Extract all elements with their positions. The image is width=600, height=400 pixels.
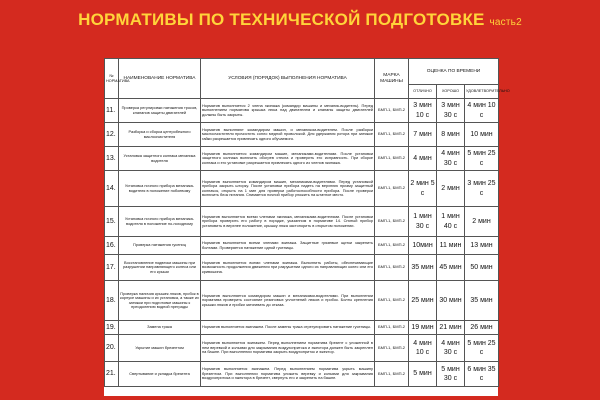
row-number: 17.	[105, 255, 119, 281]
grade-excellent: 4 мин 10 с	[409, 335, 437, 362]
table-row	[105, 281, 499, 321]
normative-conditions: Норматив выполняют командиром машин, и механиком-водителем. После разборки маслоочистителя прочистить сопло медной проволокой. Для удержания ротора при затяжке гайки разрешается привлекать одного обучаемого.	[201, 123, 375, 147]
normative-name: Восстановление подвески машины при разрушении направляющего колеса или его крыши	[119, 255, 201, 281]
normative-conditions: Норматив выполняется всеми членами экипажа. Защитные грязевые щитки закрепить болтами. Проверяется натяжение одной гусеницы.	[201, 237, 375, 255]
grade-satisfactory: 13 мин	[465, 237, 499, 255]
normative-name: Разборка и сборка центробежного маслоочистителя	[119, 123, 201, 147]
grade-excellent: 19 мин	[409, 321, 437, 335]
row-number: 13.	[105, 147, 119, 171]
grade-satisfactory: 2 мин	[465, 207, 499, 237]
normative-conditions: Норматив выполняется всеми членами экипажа, механиками-водителями. После установки прибора проверить его работу в порядке, указанном в нормативе 14. Снятый прибор установить в верхнее положение, крышку люка застопорить в открытом положении.	[201, 207, 375, 237]
table-row	[105, 321, 499, 335]
normative-name: Проверка натяжения гусениц	[119, 237, 201, 255]
normative-name: Установка ночного прибора механика-водителя в положение побоевому	[119, 171, 201, 207]
grade-excellent: 1 мин 30 с	[409, 207, 437, 237]
row-number: 21.	[105, 362, 119, 387]
normative-name: Проверка регулировки натяжения тросов, клапанов защиты двигателей	[119, 99, 201, 123]
header-machine: МАРКА МАШИНЫ	[375, 59, 409, 99]
grade-good: 4 мин 30 с	[437, 335, 465, 362]
grade-excellent: 10мин	[409, 237, 437, 255]
table-row	[105, 335, 499, 362]
normative-conditions: Норматив выполняется командиром машин, механиками-водителями. После установки защитного колпака включить обогрев стекла и проверить его исправность. При сборке колпака и его установке разрешается привлекать одного из членов экипажа.	[201, 147, 375, 171]
grade-satisfactory: 10 мин	[465, 123, 499, 147]
row-number: 16.	[105, 237, 119, 255]
grade-good: 2 мин	[437, 171, 465, 207]
header-row	[105, 59, 499, 85]
normative-conditions: Норматив выполняется 2 члена экипажа (командир машины и механик-водитель). Перед выполнением норматива крышка люка над двигателем и клапаны защиты двигателей должны быть закрыты.	[201, 99, 375, 123]
table-row	[105, 147, 499, 171]
grade-good: 30 мин	[437, 281, 465, 321]
grade-satisfactory: 6 мин 35 с	[465, 362, 499, 387]
grade-satisfactory: 3 мин 25 с	[465, 171, 499, 207]
table-row	[105, 255, 499, 281]
machine-model: БМП-1, БМП-2	[375, 362, 409, 387]
grade-good: 11 мин	[437, 237, 465, 255]
grade-satisfactory: 35 мин	[465, 281, 499, 321]
normative-conditions: Норматив выполняется экипажем. Перед выполнением норматива брезент с уложенной в нем веревкой и кольями для закрывания воздухопритока и эжектора должен быть закреплен на башне. При выполнении норматива закрыть воздухоприток и эжектор.	[201, 335, 375, 362]
table-row	[105, 237, 499, 255]
normative-name: Замена трака	[119, 321, 201, 335]
grade-good: 3 мин 30 с	[437, 99, 465, 123]
title-text: НОРМАТИВЫ ПО ТЕХНИЧЕСКОЙ ПОДГОТОВКЕ	[78, 10, 485, 29]
normative-name: Установка защитного колпака механика водителя	[119, 147, 201, 171]
grade-satisfactory: 5 мин 25 с	[465, 335, 499, 362]
machine-model: БМП-1, БМП-2	[375, 207, 409, 237]
grade-excellent: 35 мин	[409, 255, 437, 281]
normative-conditions: Норматив выполняется командиром машин, механиками-водителями. Перед установкой прибора закрыть шторку. После установки прибора надеть на верхнюю призму защитный колпачок, открыть на 1 мин для проверки работоспособности прибора. После проверки включить блок питания. Снимается ночной прибор уложить на штатное место.	[201, 171, 375, 207]
grade-good: 8 мин	[437, 123, 465, 147]
machine-model: БМП-1, БМП-2	[375, 99, 409, 123]
machine-model: БМП-1, БМП-2	[375, 321, 409, 335]
machine-model: БМП-1, БМП-2	[375, 255, 409, 281]
normative-conditions: Норматив выполняется экипажем. После замены трака отрегулировать натяжение гусеницы.	[201, 321, 375, 335]
normative-name: Свертывание и укладка брезента	[119, 362, 201, 387]
title-part-label: часть2	[489, 17, 522, 28]
row-number: 19.	[105, 321, 119, 335]
grade-excellent: 4 мин	[409, 147, 437, 171]
grade-excellent: 2 мин 5 с	[409, 171, 437, 207]
row-number: 14.	[105, 171, 119, 207]
normative-conditions: Норматив выполняется командиром машин и механиками-водителями. При выполнении норматива проверить состояние резиновых уплотнений люков и пробок. Болты крепления крышки люков и пробки затягивать до отказа.	[201, 281, 375, 321]
grade-satisfactory: 26 мин	[465, 321, 499, 335]
grade-good: 1 мин 40 с	[437, 207, 465, 237]
machine-model: БМП-1, БМП-2	[375, 335, 409, 362]
normative-name: Проверка наличия крышек люков, пробок в корпусе машины и их установка, а также их затяжки при подготовке машины к преодолению водной преграды	[119, 281, 201, 321]
machine-model: БМП-1, БМП-2	[375, 123, 409, 147]
row-number: 20.	[105, 335, 119, 362]
grade-satisfactory: 4 мин 10 с	[465, 99, 499, 123]
normative-conditions: Норматив выполняется всеми членами экипажа. Выполнить работы, обеспечивающие возможность продолжения движения при разрушении одного из направляющих колес или его кривошипа.	[201, 255, 375, 281]
normatives-table	[104, 58, 510, 387]
row-number: 15.	[105, 207, 119, 237]
table-row	[105, 171, 499, 207]
grade-satisfactory: 50 мин	[465, 255, 499, 281]
grade-excellent: 25 мин	[409, 281, 437, 321]
table-body	[105, 99, 499, 387]
machine-model: БМП-1, БМП-2	[375, 147, 409, 171]
normative-name: Установка ночного прибора механика-водителя в положение по-походному	[119, 207, 201, 237]
table-row	[105, 123, 499, 147]
row-number: 12.	[105, 123, 119, 147]
grade-excellent: 7 мин	[409, 123, 437, 147]
grade-good: 4 мин 30 с	[437, 147, 465, 171]
normatives-sheet	[104, 58, 510, 396]
header-num: № НОРМАТИВА	[105, 59, 119, 99]
header-name: НАИМЕНОВАНИЕ НОРМАТИВА	[119, 59, 201, 99]
header-excellent: ОТЛИЧНО	[409, 85, 437, 99]
grade-good: 45 мин	[437, 255, 465, 281]
grade-good: 5 мин 30 с	[437, 362, 465, 387]
header-good: ХОРОШО	[437, 85, 465, 99]
grade-satisfactory: 5 мин 25 с	[465, 147, 499, 171]
normative-name: Укрытие машин брезентом	[119, 335, 201, 362]
header-conditions: УСЛОВИЯ (ПОРЯДОК) ВЫПОЛНЕНИЯ НОРМАТИВА	[201, 59, 375, 99]
machine-model: БМП-1, БМП-2	[375, 237, 409, 255]
normative-conditions: Норматив выполняется экипажем. Перед выполнением норматива укрыть машину брезентом. При выполнении норматива уложить веревку и кольями для закрывания воздухопритока и эжектора в брезент, свернуть его и закрепить на башне.	[201, 362, 375, 387]
table-row	[105, 207, 499, 237]
page-title	[0, 10, 600, 30]
machine-model: БМП-1, БМП-2	[375, 281, 409, 321]
machine-model: БМП-1, БМП-2	[375, 171, 409, 207]
grade-good: 21 мин	[437, 321, 465, 335]
header-satisfactory: УДОВЛЕТВОРИТЕЛЬНО	[465, 85, 499, 99]
table-row	[105, 362, 499, 387]
grade-excellent: 5 мин	[409, 362, 437, 387]
row-number: 11.	[105, 99, 119, 123]
table-row	[105, 99, 499, 123]
header-grade: ОЦЕНКА ПО ВРЕМЕНИ	[409, 59, 499, 85]
row-number: 18.	[105, 281, 119, 321]
grade-excellent: 3 мин 10 с	[409, 99, 437, 123]
